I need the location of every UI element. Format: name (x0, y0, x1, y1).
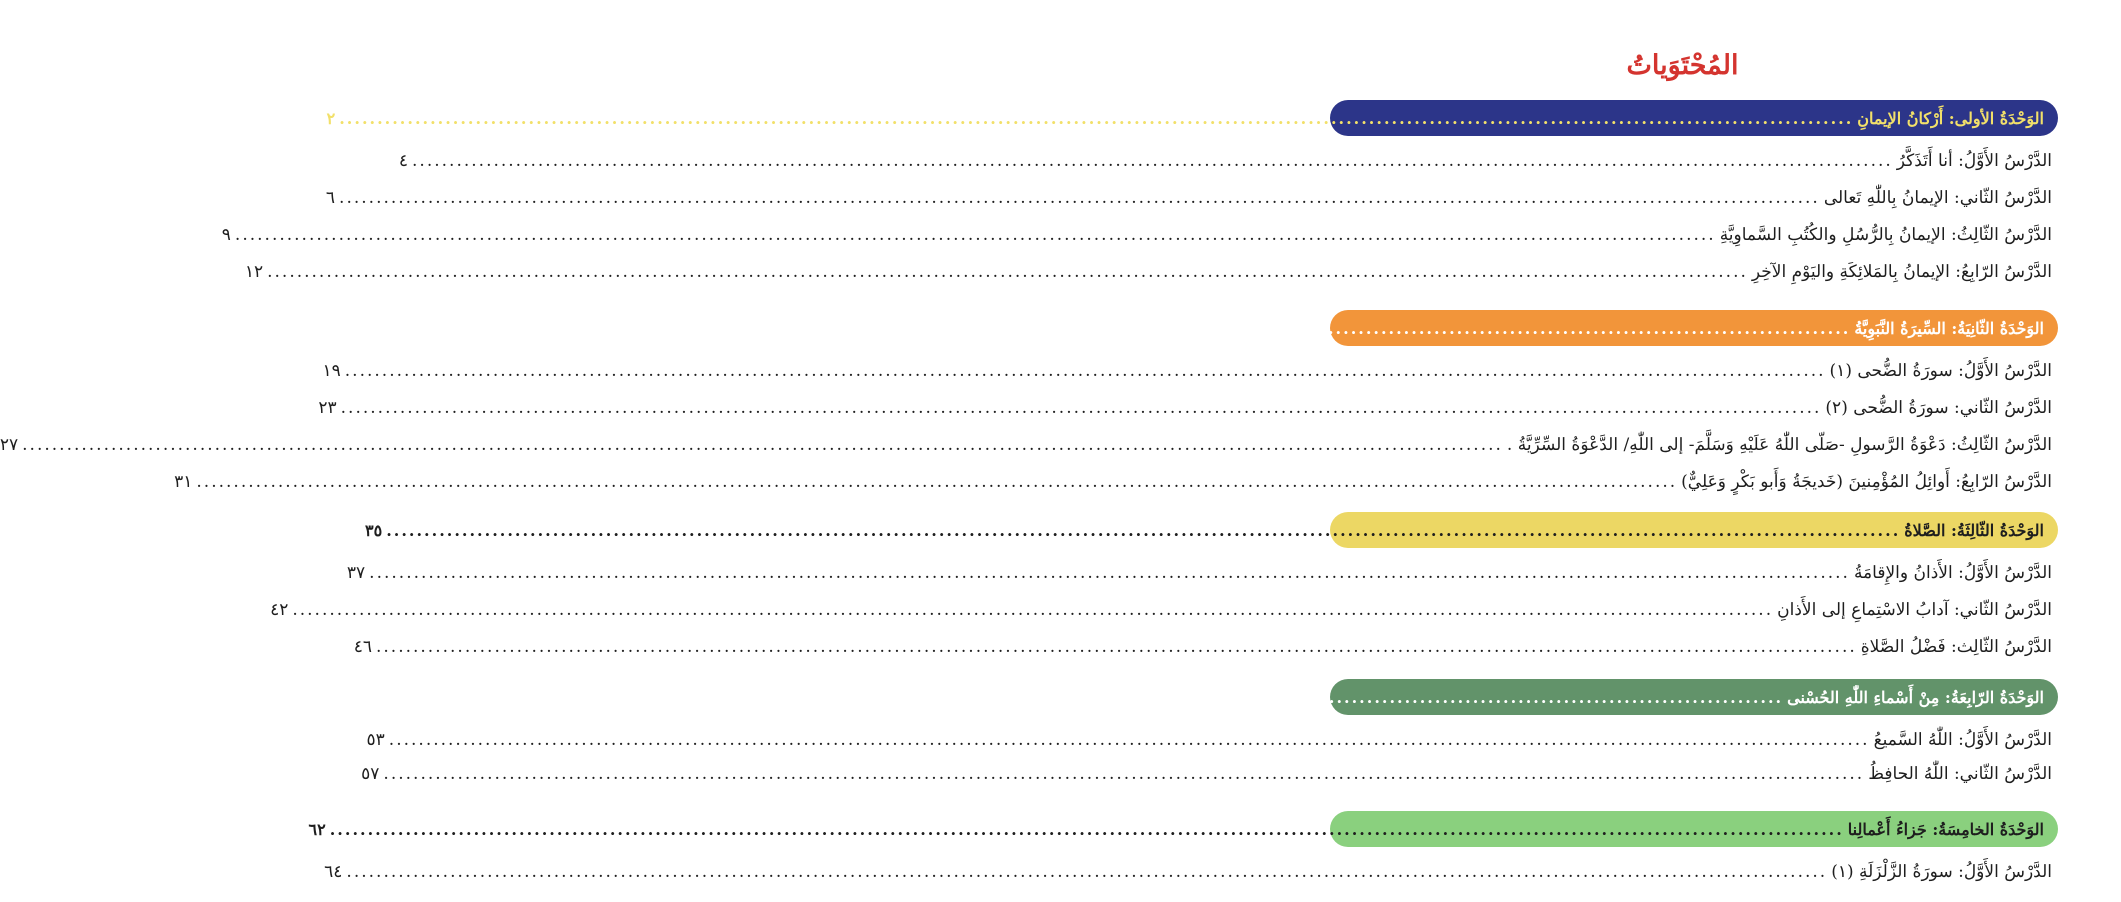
dot-leader: ........................................................................................................................................................................................................ (346, 862, 1828, 882)
unit-header-4-page-number: ٥١ (247, 687, 266, 707)
lesson-2-3-label: الدَّرْسُ الثّالِثُ: دَعْوَةُ الرَّسولِ -صَلّى اللّٰهُ عَلَيْهِ وَسَلَّمَ- إلى اللّٰهِ/ الدَّعْوَةُ السِّرِّيَّةُ . (1506, 435, 2052, 455)
lesson-2-4-page-number: ٣١ (174, 472, 193, 492)
lesson-2-1-page-number: ١٩ (322, 361, 341, 381)
lesson-3-3-page-number: ٤٦ (353, 637, 372, 657)
lesson-3-2-page-number: ٤٢ (270, 600, 289, 620)
dot-leader: ........................................................................................................................................................................................................ (383, 764, 1865, 784)
lesson-4-1-page-number: ٥٣ (366, 730, 385, 750)
lesson-5-1[interactable] (324, 854, 2058, 890)
dot-leader: ........................................................................................................................................................................................................ (340, 398, 1822, 418)
dot-leader: ........................................................................................................................................................................................................ (292, 600, 1774, 620)
lesson-2-4[interactable] (174, 464, 2058, 500)
lesson-3-1-page-number: ٣٧ (346, 563, 366, 583)
lesson-2-2[interactable] (318, 390, 2058, 426)
unit-header-1-label: الوَحْدَةُ الأولى: أَرْكانُ الإيمانِ (1857, 108, 2044, 128)
lesson-5-1-label: الدَّرْسُ الأَوَّلُ: سورَةُ الزَّلْزَلَةِ (١) (1831, 862, 2052, 882)
dot-leader: ........................................................................................................................................................................................................ (269, 687, 1784, 707)
dot-leader: ........................................................................................................................................................................................................ (196, 472, 1678, 492)
unit-header-2-page-number: ١٧ (315, 318, 333, 338)
lesson-1-4-label: الدَّرْسُ الرّابِعُ: الإيمانُ بِالمَلائِكَةِ واليَوْمِ الآخِرِ (1751, 262, 2052, 282)
unit-header-1-page-number: ٢ (326, 108, 336, 128)
lesson-3-1-label: الدَّرْسُ الأَوَّلُ: الأَذانُ والإِقامَةُ (1853, 563, 2052, 583)
dot-leader: ........................................................................................................................................................................................................ (375, 637, 1857, 657)
dot-leader: ........................................................................................................................................................................................................ (339, 188, 1820, 208)
lesson-1-4-page-number: ١٢ (244, 262, 264, 282)
lesson-1-2-label: الدَّرْسُ الثّاني: الإيمانُ بِاللّٰهِ تَعالى (1823, 188, 2052, 208)
dot-leader: ........................................................................................................................................................................................................ (267, 262, 1748, 282)
unit-header-4[interactable] (247, 679, 2058, 715)
lesson-5-1-page-number: ٦٤ (324, 862, 343, 882)
unit-header-3[interactable] (365, 512, 2058, 548)
lesson-1-2[interactable] (325, 180, 2058, 216)
unit-header-2-label: الوَحْدَةُ الثّانِيَةُ: السِّيرَةُ النَّبَوِيَّةُ (1854, 318, 2044, 338)
unit-header-5[interactable] (308, 811, 2058, 847)
unit-header-3-page-number: ٣٥ (365, 520, 383, 540)
lesson-4-2-label: الدَّرْسُ الثّاني: اللّٰهُ الحافِظُ (1868, 764, 2052, 784)
dot-leader: ........................................................................................................................................................................................................ (336, 318, 1851, 338)
unit-header-5-label: الوَحْدَةُ الخامِسَةُ: جَزاءُ أَعْمالِنا (1847, 819, 2044, 839)
lesson-3-3-label: الدَّرْسُ الثّالِث: فَضْلُ الصَّلاةِ (1860, 637, 2052, 657)
unit-header-5-page-number: ٦٢ (308, 819, 326, 839)
lesson-2-4-label: الدَّرْسُ الرّابِعُ: أَوائِلُ المُؤْمِنينَ (خَديجَةُ وَأَبو بَكْرٍ وَعَلِيٌّ) (1681, 472, 2052, 492)
lesson-3-2[interactable] (270, 592, 2058, 628)
lesson-3-3[interactable] (353, 629, 2058, 665)
lesson-1-1-page-number: ٤ (398, 151, 409, 171)
dot-leader: ........................................................................................................................................................................................................ (344, 361, 1826, 381)
lesson-2-3[interactable] (0, 427, 2058, 463)
dot-leader: ........................................................................................................................................................................................................ (22, 435, 1503, 455)
lesson-4-2[interactable] (361, 756, 2058, 792)
dot-leader: ........................................................................................................................................................................................................ (386, 520, 1901, 540)
unit-header-4-label: الوَحْدَةُ الرّابِعَةُ: مِنْ أَسْماءِ اللّٰهِ الحُسْنى (1787, 687, 2044, 707)
page-title: المُحْتَوَياتُ (1626, 50, 1739, 81)
lesson-2-1[interactable] (322, 353, 2058, 389)
lesson-3-1[interactable] (346, 555, 2058, 591)
dot-leader: ........................................................................................................................................................................................................ (369, 563, 1850, 583)
unit-header-1[interactable] (326, 100, 2058, 136)
lesson-1-1-label: الدَّرْسُ الأَوَّلُ: أنا أَتَذَكَّرُ (1896, 151, 2052, 171)
lesson-1-4[interactable] (244, 254, 2058, 290)
lesson-1-3[interactable] (221, 217, 2058, 253)
lesson-2-2-page-number: ٢٣ (318, 398, 337, 418)
dot-leader: ........................................................................................................................................................................................................ (412, 151, 1893, 171)
dot-leader: ........................................................................................................................................................................................................ (388, 730, 1870, 750)
dot-leader: ........................................................................................................................................................................................................ (329, 819, 1844, 839)
unit-header-3-label: الوَحْدَةُ الثّالِثَةُ: الصَّلاةُ (1904, 520, 2044, 540)
lesson-1-3-page-number: ٩ (221, 225, 231, 245)
lesson-4-1[interactable] (366, 722, 2058, 758)
unit-header-2[interactable] (315, 310, 2058, 346)
lesson-1-3-label: الدَّرْسُ الثّالِثُ: الإيمانُ بِالرُّسُلِ والكُتُبِ السَّماوِيَّةِ (1719, 225, 2052, 245)
lesson-4-2-page-number: ٥٧ (361, 764, 380, 784)
lesson-3-2-label: الدَّرْسُ الثّاني: آدابُ الاسْتِماعِ إلى الأَذانِ (1777, 600, 2052, 620)
lesson-4-1-label: الدَّرْسُ الأَوَّلُ: اللّٰهُ السَّميعُ (1873, 730, 2052, 750)
lesson-2-1-label: الدَّرْسُ الأَوَّلُ: سورَةُ الضُّحى (١) (1829, 361, 2052, 381)
dot-leader: ........................................................................................................................................................................................................ (339, 108, 1854, 128)
lesson-2-3-page-number: ٢٧ (0, 435, 19, 455)
lesson-1-1[interactable] (398, 143, 2058, 179)
lesson-1-2-page-number: ٦ (325, 188, 336, 208)
lesson-2-2-label: الدَّرْسُ الثّاني: سورَةُ الضُّحى (٢) (1825, 398, 2052, 418)
dot-leader: ........................................................................................................................................................................................................ (234, 225, 1716, 245)
